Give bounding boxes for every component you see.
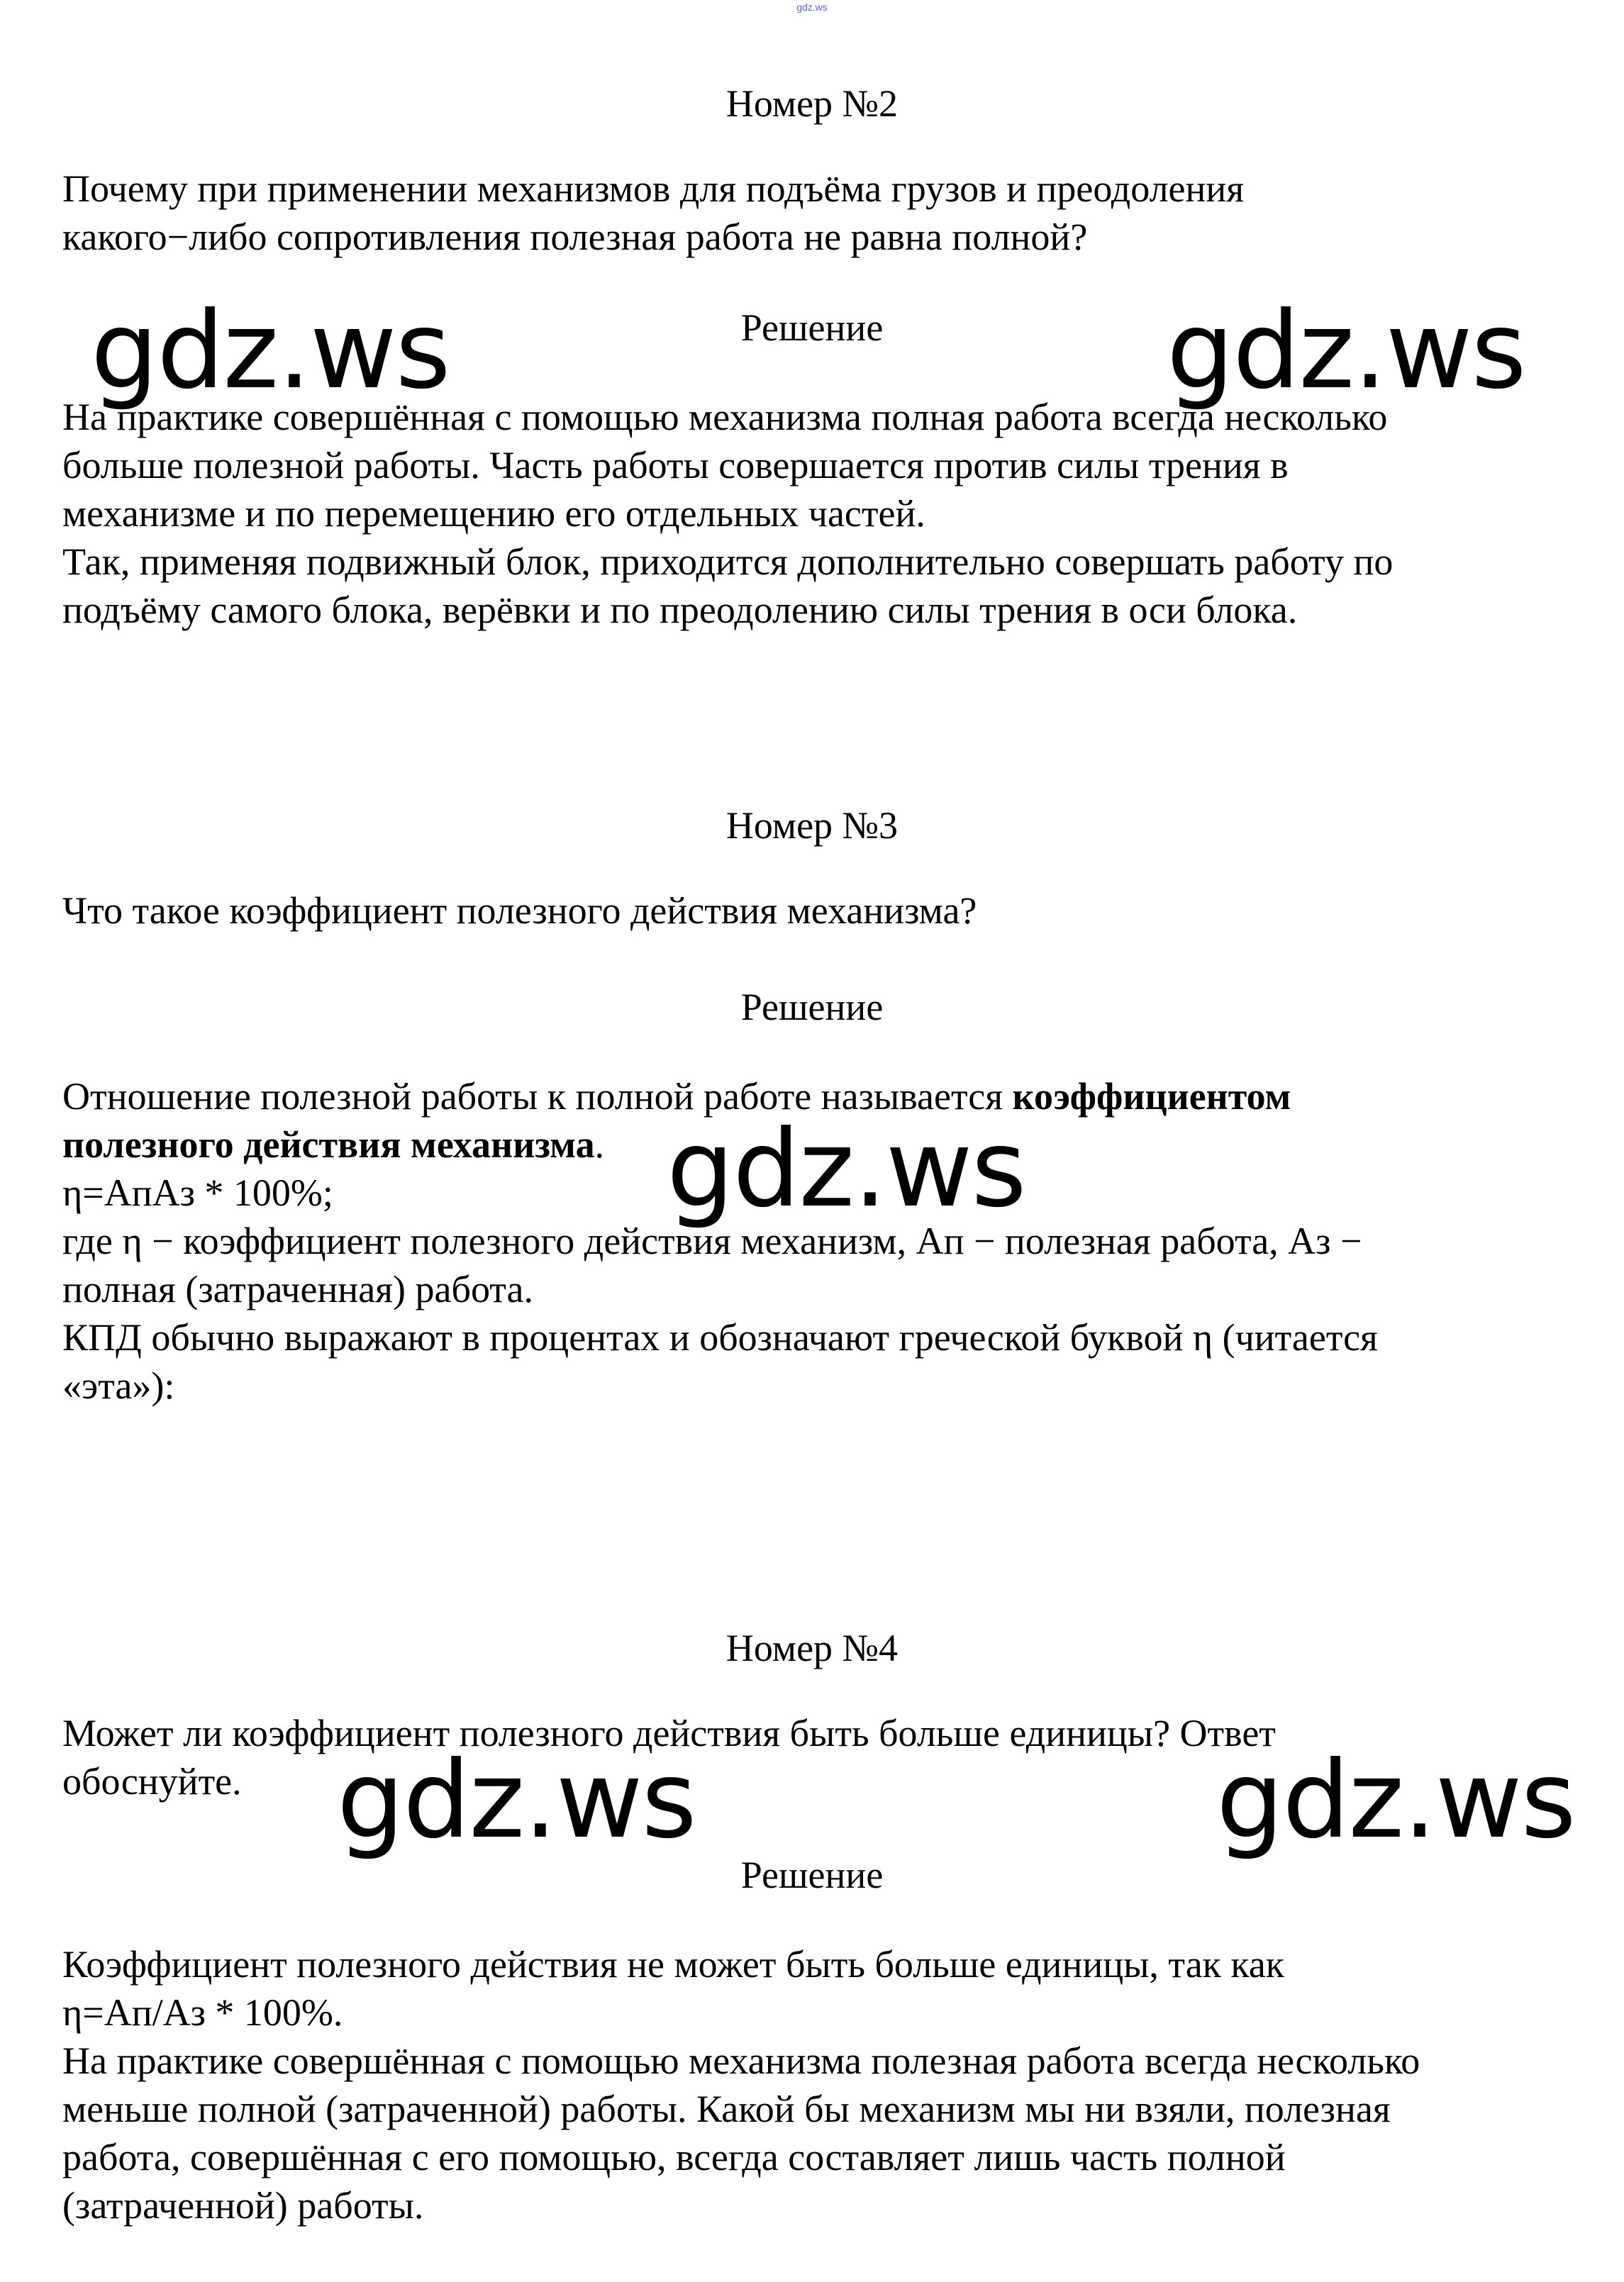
- question-line: Почему при применении механизмов для подъёма грузов и преодоления: [62, 167, 1245, 210]
- question-line: Может ли коэффициент полезного действия быть больше единицы? Ответ: [62, 1712, 1276, 1754]
- answer-line: Коэффициент полезного действия не может быть больше единицы, так как: [62, 1943, 1285, 1986]
- watermark: gdz.ws: [1167, 289, 1525, 413]
- section-3-title: Номер №3: [725, 804, 899, 847]
- answer-line: подъёму самого блока, верёвки и по преодолению силы трения в оси блока.: [62, 589, 1298, 631]
- section-2-answer: [62, 393, 1594, 634]
- section-4-title: Номер №4: [725, 1627, 899, 1669]
- answer-line: работа, совершённая с его помощью, всегда составляет лишь часть полной: [62, 2136, 1286, 2178]
- top-watermark-mark: gdz.ws: [796, 1, 828, 13]
- watermark: gdz.ws: [337, 1739, 696, 1862]
- section-2-solution-label: Решение: [740, 306, 884, 349]
- answer-text: Отношение полезной работы к полной работе называется: [62, 1075, 1013, 1118]
- answer-line: больше полезной работы. Часть работы совершается против силы трения в: [62, 444, 1289, 486]
- watermark: gdz.ws: [1216, 1739, 1575, 1862]
- answer-line: механизме и по перемещению его отдельных частей.: [62, 492, 925, 535]
- formula-line: η=АпАз * 100%;: [62, 1171, 333, 1214]
- answer-line: где η − коэффициент полезного действия механизм, Ап − полезная работа, Аз −: [62, 1220, 1362, 1262]
- section-2-title: Номер №2: [725, 82, 899, 125]
- answer-bold-term: коэффициентом: [1012, 1075, 1291, 1118]
- answer-line: КПД обычно выражают в процентах и обозначают греческой буквой η (читается: [62, 1316, 1378, 1359]
- watermark: gdz.ws: [91, 289, 450, 413]
- answer-text: .: [594, 1123, 605, 1166]
- answer-line: (затраченной) работы.: [62, 2184, 424, 2227]
- answer-line: «эта»):: [62, 1364, 175, 1407]
- answer-line: Так, применяя подвижный блок, приходится дополнительно совершать работу по: [62, 540, 1394, 583]
- section-2-question: [62, 165, 1594, 261]
- question-line: обоснуйте.: [62, 1760, 242, 1803]
- question-line: Что такое коэффициент полезного действия механизма?: [62, 889, 977, 932]
- section-4-solution-label: Решение: [740, 1854, 884, 1896]
- answer-line: На практике совершённая с помощью механизма полная работа всегда несколько: [62, 396, 1388, 438]
- watermark: gdz.ws: [667, 1108, 1025, 1231]
- answer-line: На практике совершённая с помощью механизма полезная работа всегда несколько: [62, 2039, 1420, 2082]
- answer-line: меньше полной (затраченной) работы. Какой бы механизм мы ни взяли, полезная: [62, 2088, 1391, 2130]
- question-line: какого−либо сопротивления полезная работа не равна полной?: [62, 216, 1088, 258]
- answer-line: полная (затраченная) работа.: [62, 1268, 533, 1310]
- section-3-question: [62, 886, 1594, 935]
- section-3-solution-label: Решение: [740, 986, 884, 1028]
- section-4-answer: [62, 1940, 1594, 2230]
- answer-bold-term: полезного действия механизма: [62, 1123, 595, 1166]
- formula-line: η=Ап/Аз * 100%.: [62, 1991, 343, 2034]
